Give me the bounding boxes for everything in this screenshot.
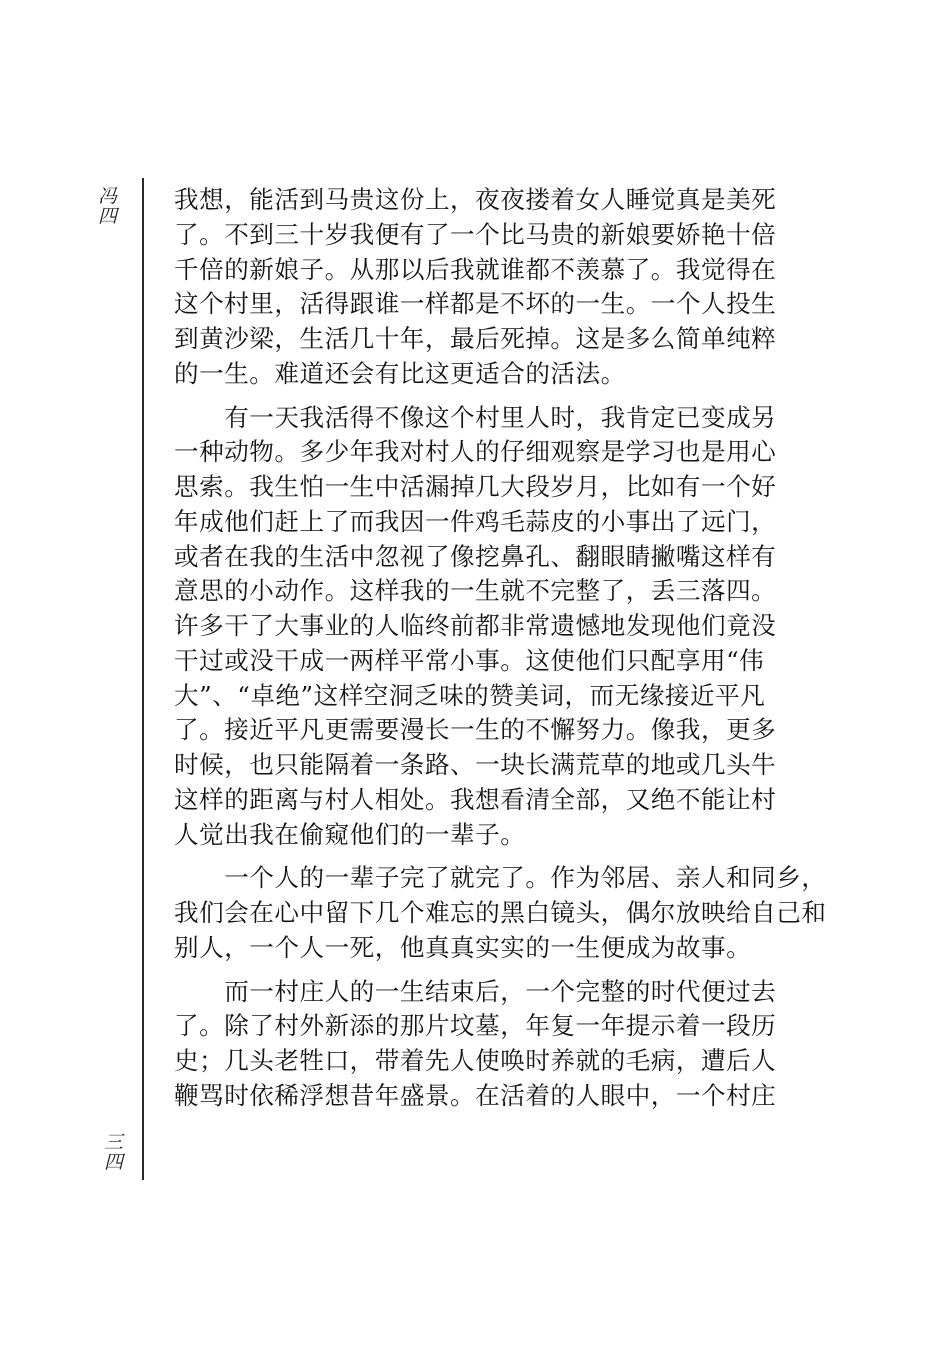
- text-line: 史；几头老牲口，带着先人使唤时养就的毛病，遭后人: [174, 1046, 777, 1075]
- paragraph: [174, 975, 799, 1114]
- text-line: 意思的小动作。这样我的一生就不完整了，丢三落四。: [174, 576, 777, 606]
- text-line: 许多干了大事业的人临终前都非常遗憾地发现他们竟没: [174, 611, 777, 640]
- text-line: 而一村庄人的一生结束后，一个完整的时代便过去: [174, 976, 777, 1006]
- page-number: 三四: [101, 1132, 123, 1172]
- text-line: 了。除了村外新添的那片坟墓，年复一年提示着一段历: [174, 1011, 777, 1041]
- text-line: 大”、“卓绝”这样空洞乏味的赞美词，而无缘接近平凡: [174, 680, 766, 710]
- text-line: 干过或没干成一两样平常小事。这使他们只配享用“伟: [174, 645, 765, 675]
- text-line: 我们会在心中留下几个难忘的黑白镜头，偶尔放映给自己和: [174, 898, 827, 927]
- text-line: 了。接近平凡更需要漫长一生的不懈努力。像我，更多: [174, 715, 777, 745]
- text-line: 这个村里，活得跟谁一样都是不坏的一生。一个人投生: [174, 289, 777, 319]
- text-line: 的一生。难道还会有比这更适合的活法。: [174, 358, 626, 388]
- text-line: 了。不到三十岁我便有了一个比马贵的新娘要娇艳十倍: [174, 219, 777, 249]
- text-line: 鞭骂时依稀浮想昔年盛景。在活着的人眼中，一个村庄: [174, 1080, 777, 1110]
- text-line: 一种动物。多少年我对村人的仔细观察是学习也是用心: [174, 437, 777, 467]
- text-line: 一个人的一辈子完了就完了。作为邻居、亲人和同乡，: [174, 863, 827, 893]
- text-line: 年成他们赶上了而我因一件鸡毛蒜皮的小事出了远门，: [174, 506, 777, 536]
- text-line: 时候，也只能隔着一条路、一块长满荒草的地或几头牛: [174, 750, 777, 779]
- text-line: 别人，一个人一死，他真真实实的一生便成为故事。: [174, 932, 752, 962]
- running-head: 冯四: [95, 186, 117, 226]
- text-line: 有一天我活得不像这个村里人时，我肯定已变成另: [174, 402, 777, 432]
- text-line: 人觉出我在偷窥他们的一辈子。: [174, 819, 526, 849]
- text-line: 思索。我生怕一生中活漏掉几大段岁月，比如有一个好: [174, 472, 777, 501]
- paragraph: [174, 183, 799, 392]
- body-text: [174, 183, 827, 1114]
- text-line: 到黄沙梁，生活几十年，最后死掉。这是多么简单纯粹: [174, 324, 777, 353]
- text-line: 这样的距离与村人相处。我想看清全部，又绝不能让村: [174, 784, 777, 814]
- margin-rule: [142, 178, 144, 1180]
- paragraph: [174, 401, 799, 853]
- text-line: 或者在我的生活中忽视了像挖鼻孔、翻眼睛撇嘴这样有: [174, 541, 777, 571]
- paragraph: [174, 861, 827, 965]
- text-line: 千倍的新娘子。从那以后我就谁都不羡慕了。我觉得在: [174, 254, 777, 284]
- text-line: 我想，能活到马贵这份上，夜夜搂着女人睡觉真是美死: [174, 185, 777, 214]
